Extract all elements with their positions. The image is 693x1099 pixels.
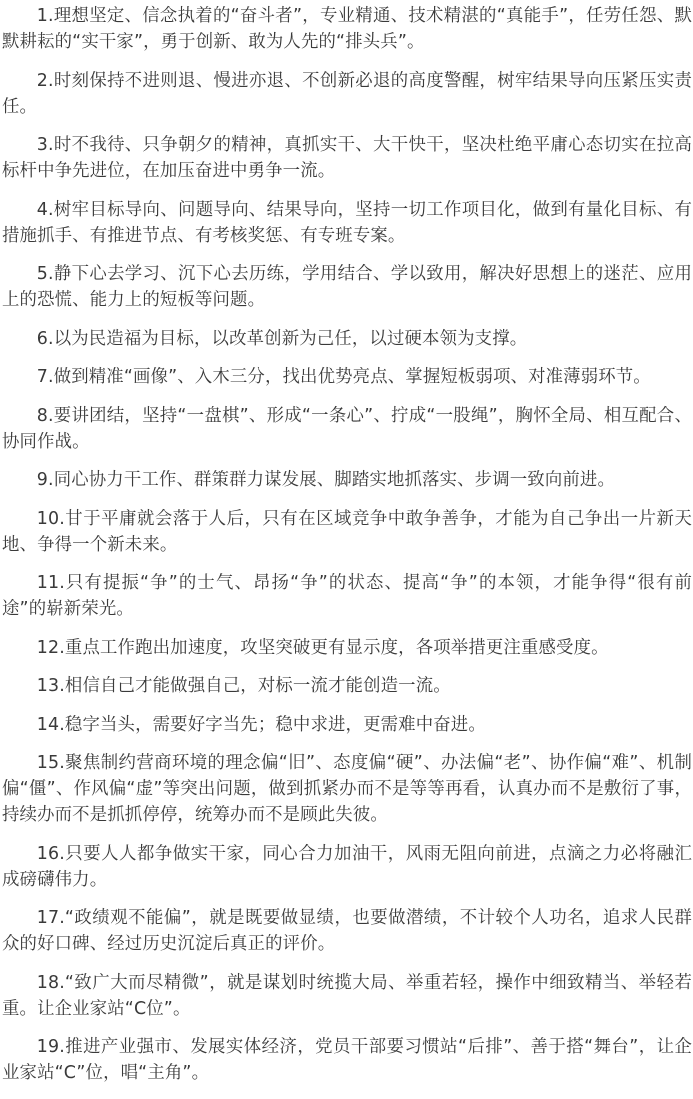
paragraph-7: 7.做到精准“画像”、入木三分，找出优势亮点、掌握短板弱项、对准薄弱环节。	[36, 367, 651, 387]
paragraph-2: 2.时刻保持不进则退、慢进亦退、不创新必退的高度警醒，树牢结果导向压紧压实责任。	[2, 70, 692, 117]
paragraph-14: 14.稳字当头，需要好字当先；稳中求进，更需难中奋进。	[36, 714, 486, 735]
paragraph-11: 11.只有提振“争”的士气、昂扬“争”的状态、提高“争”的本领，才能争得“很有前途”的崭新荣光。	[2, 573, 692, 619]
paragraph-10: 10.甘于平庸就会落于人后，只有在区域竞争中敢争善争，才能为自己争出一片新天地、争得一个新未来。	[2, 508, 692, 555]
paragraph-9: 9.同心协力干工作、群策群力谋发展、脚踏实地抓落实、步调一致向前进。	[36, 470, 615, 490]
paragraph-6: 6.以为民造福为目标，以改革创新为己任，以过硬本领为支撑。	[36, 328, 528, 349]
paragraph-8: 8.要讲团结，坚持“一盘棋”、形成“一条心”、拧成“一股绳”，胸怀全局、相互配合、协同作战。	[2, 405, 692, 452]
paragraph-3: 3.时不我待、只争朝夕的精神，真抓实干、大干快干，坚决杜绝平庸心态切实在拉高标杆中争先进位，在加压奋进中勇争一流。	[2, 135, 692, 181]
paragraph-5: 5.静下心去学习、沉下心去历练，学用结合、学以致用，解决好思想上的迷茫、应用上的恐慌、能力上的短板等问题。	[2, 264, 692, 310]
paragraph-13: 13.相信自己才能做强自己，对标一流才能创造一流。	[36, 676, 451, 696]
paragraph-1: 1.理想坚定、信念执着的“奋斗者”，专业精通、技术精湛的“真能手”，任劳任怨、默默耕耘的“实干家”，勇于创新、敢为人先的“排头兵”。	[2, 6, 692, 52]
article-body	[2, 3, 692, 1099]
paragraph-17: 17.“政绩观不能偏”，就是既要做显绩，也要做潜绩，不计较个人功名，追求人民群众的好口碑、经过历史沉淀后真正的评价。	[2, 908, 692, 954]
paragraph-12: 12.重点工作跑出加速度，攻坚突破更有显示度，各项举措更注重感受度。	[36, 637, 609, 658]
paragraph-16: 16.只要人人都争做实干家，同心合力加油干，风雨无阻向前进，点滴之力必将融汇成磅礴伟力。	[2, 843, 692, 890]
paragraph-19: 19.推进产业强市、发展实体经济，党员干部要习惯站“后排”、善于搭“舞台”，让企业家站“C”位，唱“主角”。	[2, 1037, 692, 1083]
paragraph-4: 4.树牢目标导向、问题导向、结果导向，坚持一切工作项目化，做到有量化目标、有措施抓手、有推进节点、有考核奖惩、有专班专案。	[2, 199, 692, 246]
paragraph-15: 15.聚焦制约营商环境的理念偏“旧”、态度偏“硬”、办法偏“老”、协作偏“难”、机制偏“僵”、作风偏“虚”等突出问题，做到抓紧办而不是等等再看，认真办而不是敷衍了事，持续办而不是抓抓停停，统筹办而不是顾此失彼。	[2, 753, 692, 825]
paragraph-18: 18.“致广大而尽精微”，就是谋划时统揽大局、举重若轻，操作中细致精当、举轻若重。让企业家站“C位”。	[2, 972, 692, 1019]
